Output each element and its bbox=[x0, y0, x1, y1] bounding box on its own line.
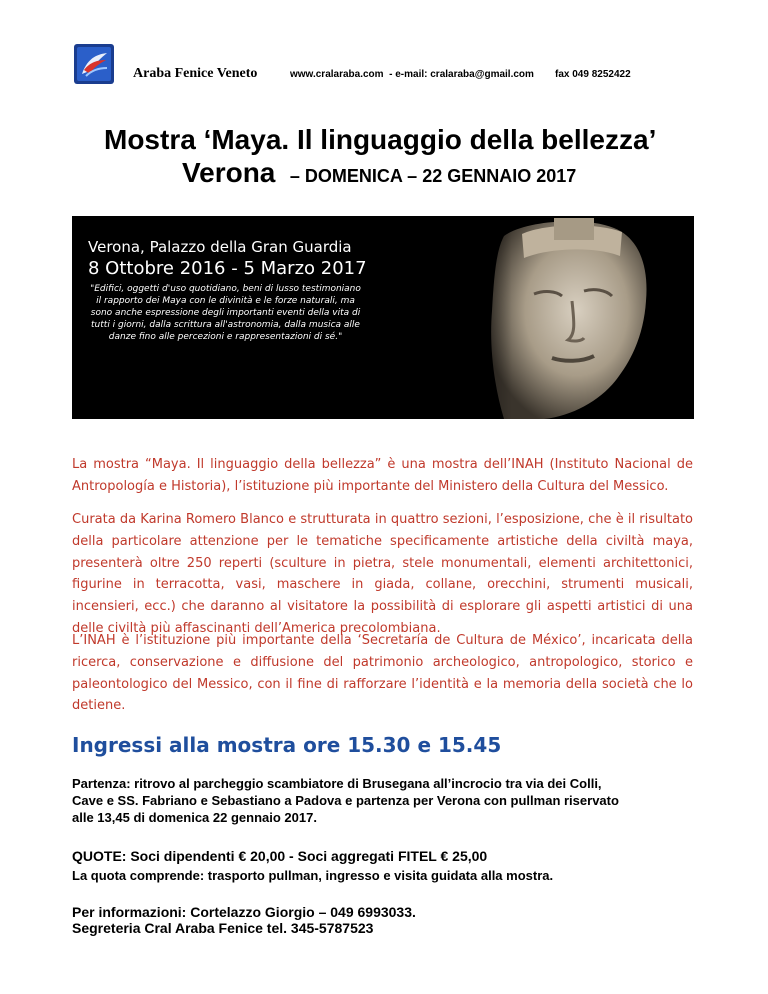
banner-quote: "Edifici, oggetti d'uso quotidiano, beni di lusso testimoniano il rapporto dei Maya con le divinità e le forze naturali, ma sono anche espressione degli importanti eventi della vita di tutti i giorni, dalla scrittura all'astronomia, dalla musica alle danze fino alle percezioni e rappresentazioni di sé." bbox=[90, 284, 361, 342]
page-subtitle bbox=[182, 157, 576, 189]
subtitle-city: Verona bbox=[182, 157, 276, 188]
curator-paragraph: Curata da Karina Romero Blanco e strutturata in quattro sezioni, l’esposizione, che è il risultato della particolare attenzione per le tematiche specificamente artistiche della civiltà maya, presenterà oltre 250 reperti (sculture in pietra, stele monumentali, elementi architettonici, figurine in terracotta, vasi, maschere in giada, collane, orecchini, strumenti musicali, incensieri, ecc.) che daranno al visitatore la possibilità di esplorare gli aspetti artistici di una delle civiltà più affascinanti dell’America precolombiana. bbox=[72, 512, 693, 636]
contact-line: Segreteria Cral Araba Fenice tel. 345-5787523 bbox=[72, 920, 374, 936]
contact-info bbox=[72, 904, 416, 936]
organization-name: Araba Fenice Veneto bbox=[133, 66, 258, 81]
price-quote: QUOTE: Soci dipendenti € 20,00 - Soci aggregati FITEL € 25,00 bbox=[72, 848, 488, 864]
header-contacts: www.cralaraba.com - e-mail: cralaraba@gmail.com bbox=[290, 69, 534, 80]
banner-text bbox=[88, 238, 367, 343]
banner-location: Verona, Palazzo della Gran Guardia bbox=[88, 238, 352, 256]
header-fax: fax 049 8252422 bbox=[555, 69, 631, 80]
contact-line: Per informazioni: Cortelazzo Giorgio – 049 6993033. bbox=[72, 904, 416, 920]
departure-line: Partenza: ritrovo al parcheggio scambiatore di Brusegana all’incrocio tra via dei Colli, bbox=[72, 776, 602, 791]
araba-fenice-logo bbox=[74, 44, 114, 84]
entrance-times-heading: Ingressi alla mostra ore 15.30 e 15.45 bbox=[72, 733, 502, 757]
subtitle-date: – DOMENICA – 22 GENNAIO 2017 bbox=[289, 166, 577, 186]
price-includes: La quota comprende: trasporto pullman, ingresso e visita guidata alla mostra. bbox=[72, 868, 554, 883]
inah-paragraph: L’INAH è l’istituzione più importante della ‘Secretaría de Cultura de México’, incaricata della ricerca, conservazione e diffusione del patrimonio archeologico, antropologico, storico e paleontologico del Messico, con il fine di rafforzare l’identità e la memoria della società che lo detiene. bbox=[72, 633, 693, 714]
intro-paragraph: La mostra “Maya. Il linguaggio della bellezza” è una mostra dell’INAH (Instituto Nacional de Antropología e Historia), l’istituzione più importante del Ministero della Cultura del Messico. bbox=[72, 457, 693, 494]
departure-line: Cave e SS. Fabriano e Sebastiano a Padova e partenza per Verona con pullman riservato bbox=[72, 793, 619, 808]
departure-line: alle 13,45 di domenica 22 gennaio 2017. bbox=[72, 810, 317, 825]
banner-dates: 8 Ottobre 2016 - 5 Marzo 2017 bbox=[88, 258, 367, 279]
page-title: Mostra ‘Maya. Il linguaggio della bellezza’ bbox=[104, 124, 657, 155]
exhibition-banner bbox=[72, 216, 694, 419]
maya-head-sculpture-image bbox=[434, 216, 694, 419]
departure-info bbox=[72, 775, 712, 826]
